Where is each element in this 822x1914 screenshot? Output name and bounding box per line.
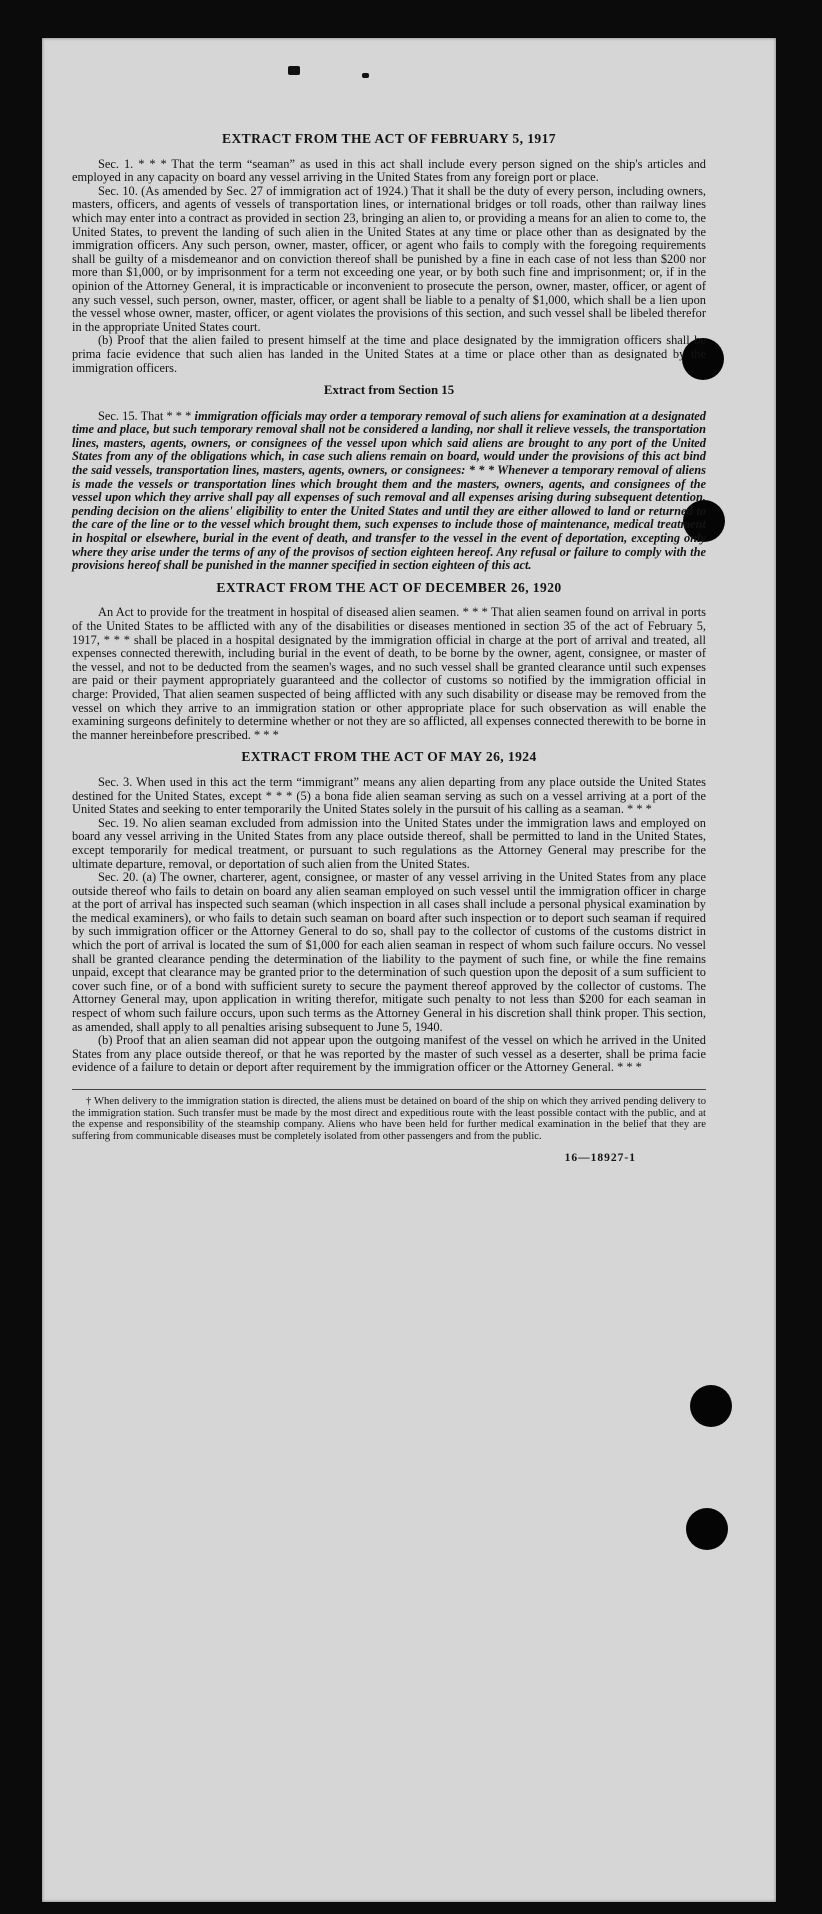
binding-mark: [362, 73, 369, 78]
paragraph: Sec. 10. (As amended by Sec. 27 of immigration act of 1924.) That it shall be the duty of every person, including owners, masters, officers, and agents of vessels of transportation lines, or international bridges or toll roads, other than railway lines which may enter into a contract as provided in section 23, bringing an alien to, or providing a means for an alien to come to, the United States, to prevent the landing of such alien in the United States at any time or place other than as designated by the immigration officers. Any such person, owner, master, officer, or agent who fails to comply with the foregoing requirements shall be guilty of a misdemeanor and on conviction thereof shall be punished by a fine in each case of not less than $200 nor more than $1,000, or by imprisonment for a term not exceeding one year, or by both such fine and imprisonment; or, if in the opinion of the Attorney General, it is impracticable or inconvenient to prosecute the person, owner, master, officer, or agent of any such vessel, such person, owner, master, officer, or agent shall be liable to a penalty of $1,000, which shall be a lien upon the vessel whose owner, master, officer, or agent violates the provisions of this section, and such vessel shall be libeled therefor in the appropriate United States court.: [72, 183, 706, 334]
punch-hole: [686, 1508, 728, 1550]
paragraph: [72, 410, 706, 573]
paragraph: An Act to provide for the treatment in hospital of diseased alien seamen. * * * That alien seamen found on arrival in ports of the United States to be afflicted with any of the disabilities or diseases mentioned in section 35 of the act of February 5, 1917, * * * shall be placed in a hospital designated by the immigration official in charge at the port of arrival and treated, all expenses connected therewith, including burial in the event of death, to be borne by the owner, agent, consignee, or master of the vessel, and not to be deducted from the seamen's wages, and no such vessel shall be granted clearance until such expenses are paid or their payment appropriately guaranteed and the collector of customs so notified by the immigration official in charge: Provided, That alien seamen suspected of being afflicted with any such disability or disease may be removed from the vessel on which they arrive to an immigration station or other appropriate place for such observation as will enable the examining surgeons definitely to determine whether or not they are so afflicted, all expenses connected therewith to be borne in the manner hereinbefore prescribed. * * *: [72, 605, 706, 742]
paragraph: Sec. 20. (a) The owner, charterer, agent, consignee, or master of any vessel arriving in the United States from any place outside thereof who fails to detain on board any alien seaman employed on such vessel until the immigration officer in charge at the port of arrival has inspected such seaman (which inspection in all cases shall include a personal physical examination by the medical examiners), or who fails to detain such seaman on board after such inspection or to deport such seaman if required by such immigration officer or the Attorney General to do so, shall pay to the collector of customs of the customs district in which the port of arrival is located the sum of $1,000 for each alien seaman in respect of whom such failure occurs. No vessel shall be granted clearance pending the determination of the liability to the payment of such fine, or while the fine remains unpaid, except that clearance may be granted prior to the determination of such question upon the deposit of a sum sufficient to cover such fine, or of a bond with sufficient surety to secure the payment thereof approved by the collector of customs. The Attorney General may, upon application in writing therefor, mitigate such penalty to not less than $200 for each seaman in respect of whom such failure occurs, upon such terms as the Attorney General in his discretion shall think proper. This section, as amended, shall apply to all penalties arising subsequent to June 5, 1940.: [72, 870, 706, 1034]
punch-hole: [690, 1385, 732, 1427]
italic-text: immigration officials may order a temporary removal of such aliens for examination at a designated time and place, but such temporary removal shall not be considered a landing, nor shall it relieve vessels, the transportation lines, masters, agents, owners, or consignees of the vessel upon which said aliens are brought to any port of the United States from any of the obligations which, in case such aliens remain on board, would under the provisions of this act bind the said vessels, transportation lines, masters, agents, owners, or consignees: * * * Whenever a temporary removal of aliens is made the vessels or transportation lines which brought them and the masters, owners, agents, and consignees of the vessel upon which they arrive shall pay all expenses of such removal and all expenses arising during subsequent detention, pending decision on the aliens' eligibility to enter the United States and until they are either allowed to land or returned to the care of the line or to the vessel which brought them, such expenses to include those of maintenance, medical treatment in hospital or elsewhere, burial in the event of death, and transfer to the vessel in the event of deportation, excepting only where they arise under the terms of any of the provisos of section eighteen hereof. Any refusal or failure to comply with the provisions hereof shall be punished in the manner specified in section eighteen of this act.: [72, 408, 706, 573]
section-title: EXTRACT FROM THE ACT OF DECEMBER 26, 1920: [216, 579, 562, 595]
paragraph: Sec. 3. When used in this act the term “immigrant” means any alien departing from any place outside the United States destined for the United States, except * * * (5) a bona fide alien seaman serving as such on a vessel arriving at a port of the United States and seeking to enter temporarily the United States solely in the pursuit of his calling as a seaman. * * *: [72, 774, 706, 817]
form-code: 16—18927-1: [564, 1152, 636, 1165]
section-title: EXTRACT FROM THE ACT OF FEBRUARY 5, 1917: [222, 131, 556, 146]
paragraph: (b) Proof that the alien failed to present himself at the time and place designated by the immigration officers shall be prima facie evidence that such alien has landed in the United States at a time or place other than as designated by the immigration officers.: [72, 333, 706, 375]
binding-mark: [288, 66, 300, 75]
section-title: EXTRACT FROM THE ACT OF MAY 26, 1924: [241, 749, 537, 765]
section-lead: Sec. 15. That * * *: [98, 408, 192, 423]
divider: [72, 1089, 706, 1090]
section-subtitle: Extract from Section 15: [323, 383, 455, 398]
footnote: † When delivery to the immigration station is directed, the aliens must be detained on board of the ship on which they arrived pending delivery to the immigration station. Such transfer must be made by the most direct and expeditious route with the least possible contact with the public, and at the expense and responsibility of the steamship company. Aliens who have been held for further medical examination in the belief that they are suffering from communicable diseases must be completely isolated from other passengers and from the public.: [72, 1096, 706, 1142]
paragraph: Sec. 19. No alien seaman excluded from admission into the United States under the immigration laws and employed on board any vessel arriving in the United States from any place outside thereof, shall be permitted to land in the United States, except temporarily for medical treatment, or pursuant to such regulations as the Attorney General may prescribe for the ultimate departure, removal, or deportation of such alien from the United States.: [72, 815, 706, 871]
paragraph: Sec. 1. * * * That the term “seaman” as used in this act shall include every person signed on the ship's articles and employed in any capacity on board any vessel arriving in the United States from any foreign port or place.: [72, 156, 706, 185]
document-text: [72, 132, 706, 1166]
paragraph: (b) Proof that an alien seaman did not appear upon the outgoing manifest of the vessel on which he arrived in the United States from any place outside thereof, or that he was reported by the master of such vessel as a deserter, shall be prima facie evidence of a failure to detain or deport after requirement by the immigration officer or the Attorney General. * * *: [72, 1033, 706, 1075]
